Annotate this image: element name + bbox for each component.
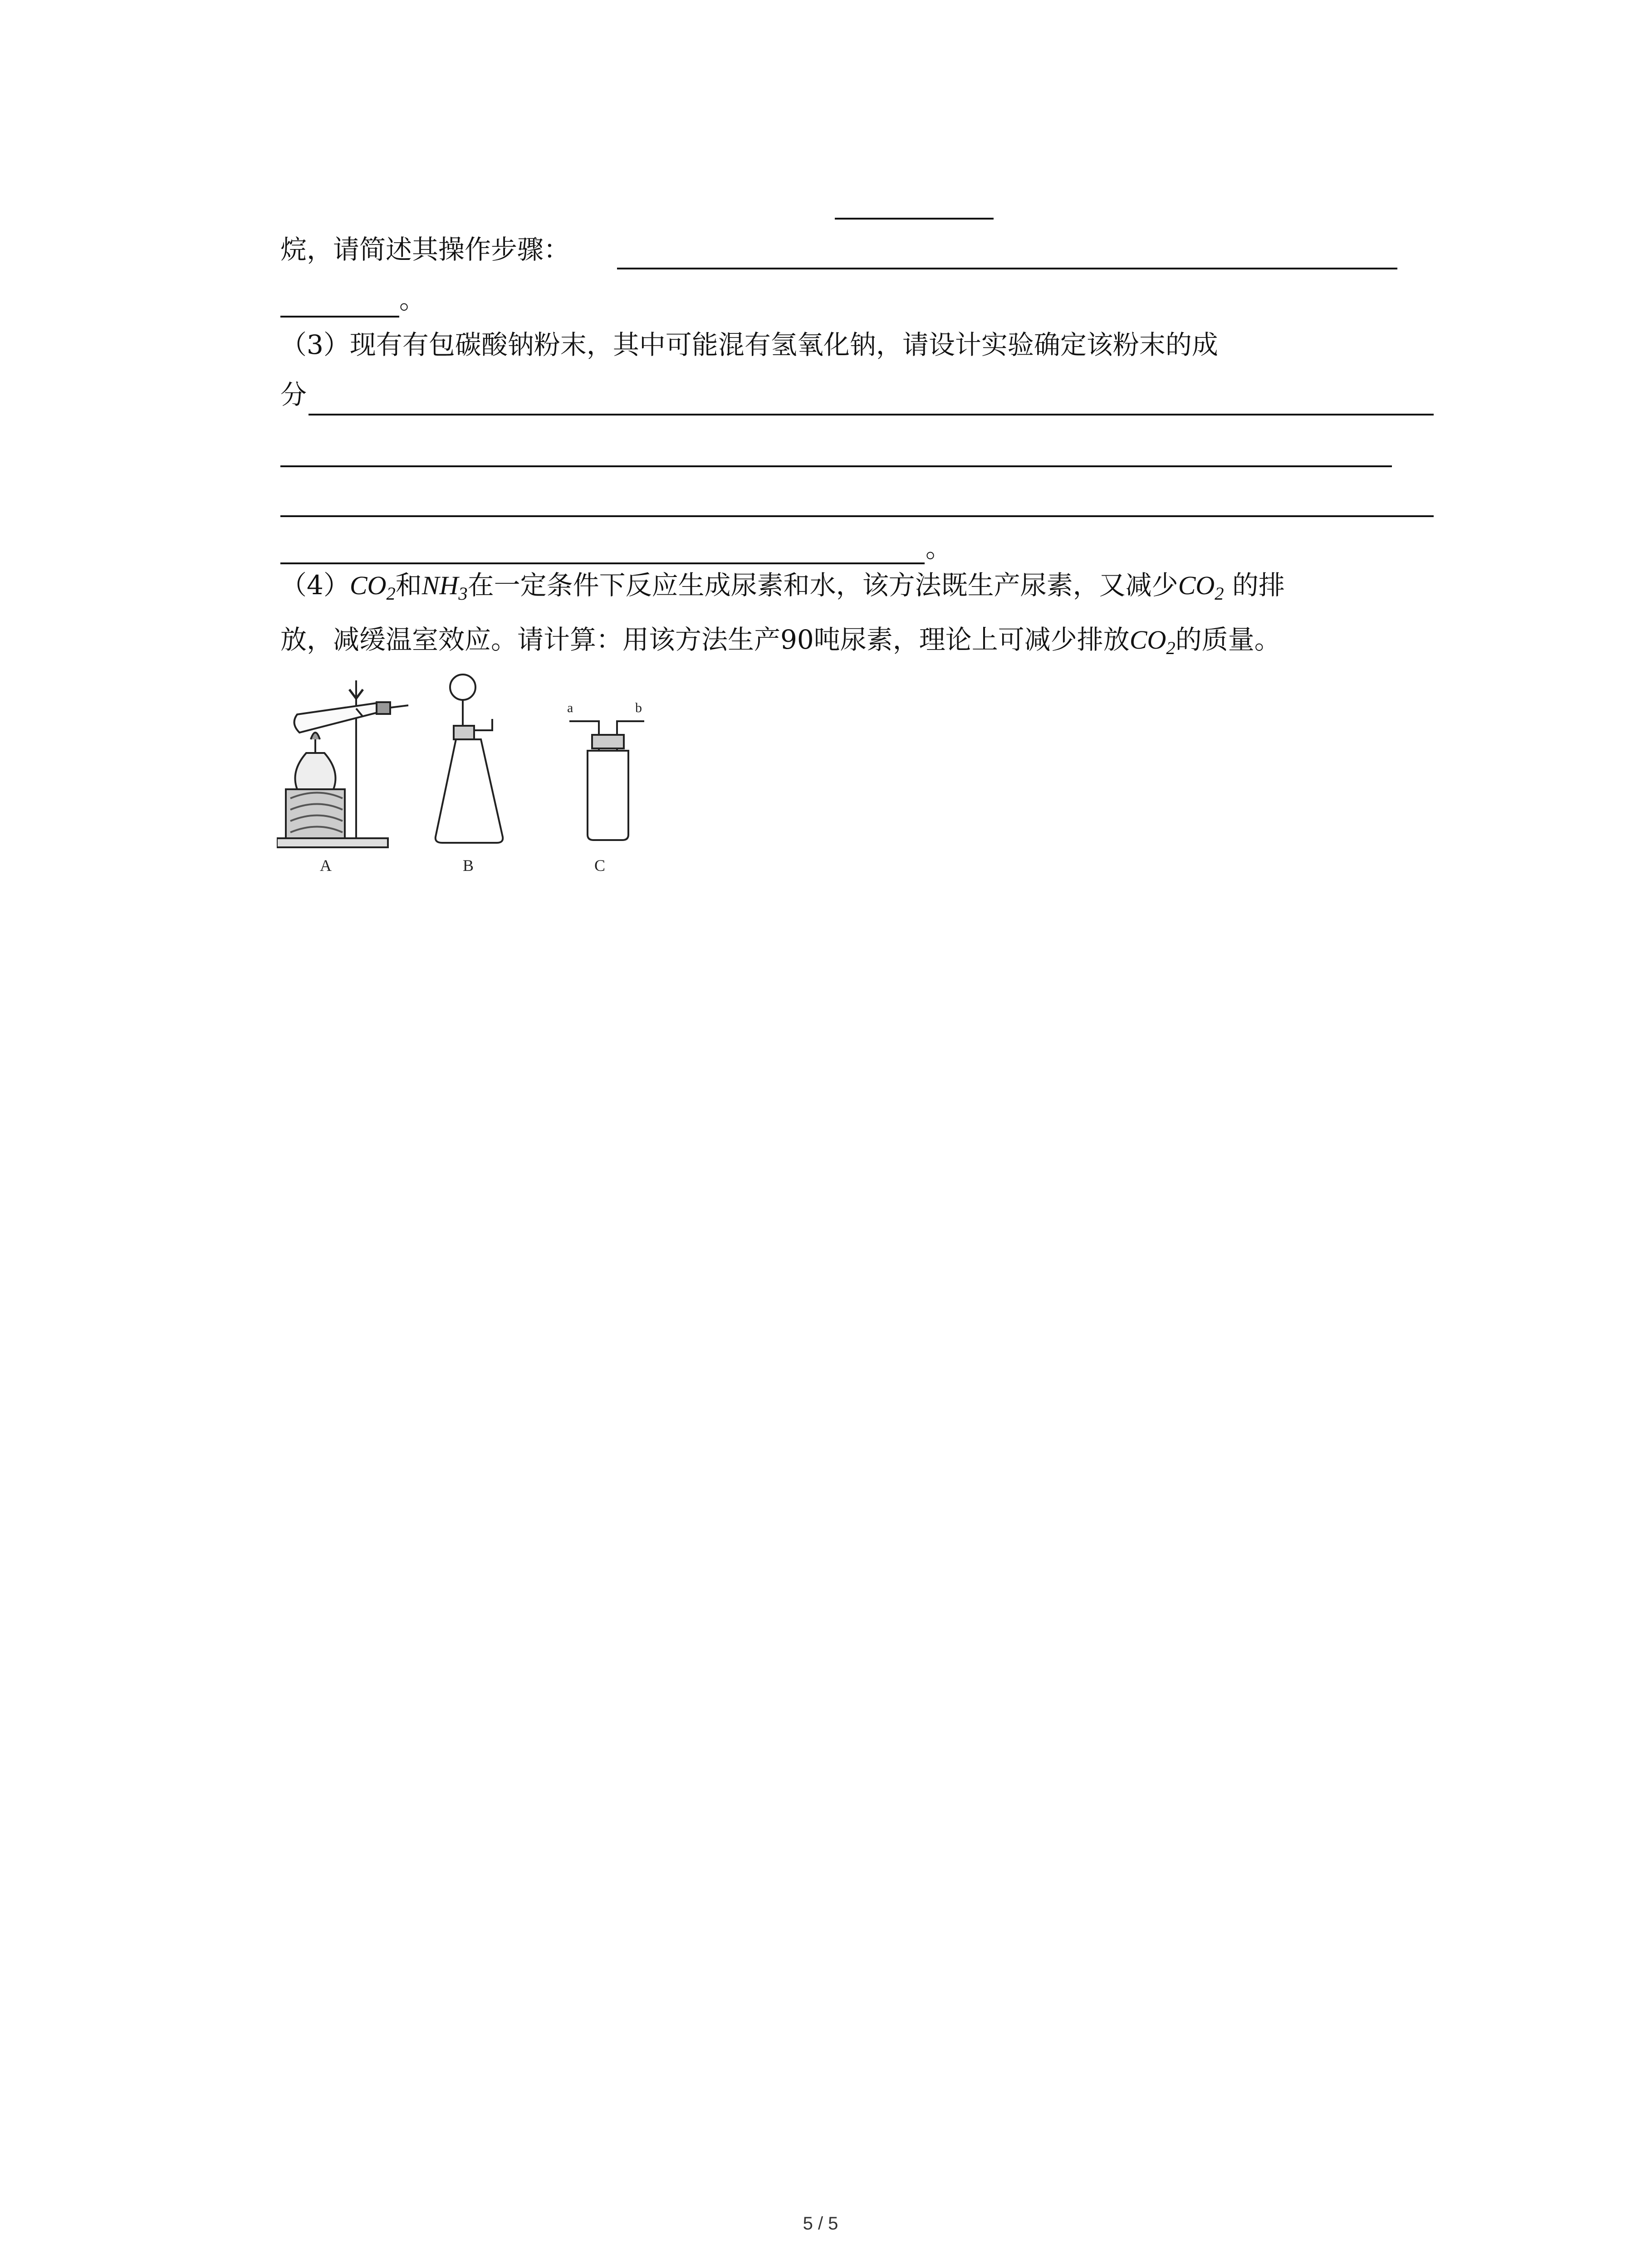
and-text: 和 — [395, 570, 422, 601]
apparatus-b — [436, 675, 503, 875]
apparatus-c — [567, 700, 644, 875]
formula-co2-2: $CO_2$ — [1178, 571, 1224, 604]
formula-co2: $CO_2$ — [349, 571, 396, 604]
question-4-text-2-end: 的质量。 — [1175, 624, 1281, 655]
question-4-label: （4） — [280, 570, 350, 601]
question-continuation — [280, 231, 570, 268]
answer-blank-q3-3[interactable] — [280, 515, 1434, 517]
label-a: A — [320, 856, 332, 875]
label-c: C — [594, 856, 606, 875]
formula-co2-3: $CO_2$ — [1129, 625, 1176, 659]
answer-blank-q3-1[interactable] — [309, 414, 1434, 415]
question-4-text-1-end: 的排 — [1224, 570, 1285, 601]
question-4-line-1 — [280, 567, 1285, 604]
tube-label-a: a — [567, 700, 573, 715]
answer-blank-steps[interactable] — [617, 268, 1397, 269]
question-3-cont: 分 — [280, 379, 307, 410]
continuation-end-mark: 。 — [399, 284, 426, 315]
question-3-text: （3）现有有包碳酸钠粉末，其中可能混有氢氧化钠，请设计实验确定该粉末的成 — [280, 329, 1218, 360]
page-number: 5 / 5 — [803, 2214, 838, 2234]
question-3-end-mark: 。 — [926, 533, 952, 563]
answer-blank-q3-2[interactable] — [280, 465, 1392, 467]
answer-blank-steps-end[interactable] — [280, 316, 399, 318]
question-4-text-1: 在一定条件下反应生成尿素和水，该方法既生产尿素，又减少 — [467, 570, 1178, 601]
answer-blank-top[interactable] — [835, 218, 994, 220]
continuation-text: 烷，请简述其操作步骤： — [280, 234, 570, 265]
apparatus-a — [277, 680, 408, 875]
question-4-line-2 — [280, 621, 1281, 658]
formula-nh3: $NH_3$ — [421, 571, 468, 604]
lab-apparatus-figure — [277, 671, 649, 880]
label-b: B — [463, 856, 474, 875]
answer-blank-q3-4[interactable] — [280, 562, 925, 564]
question-4-text-2: 放，减缓温室效应。请计算：用该方法生产90吨尿素，理论上可减少排放 — [280, 624, 1130, 655]
tube-label-b: b — [635, 700, 642, 715]
